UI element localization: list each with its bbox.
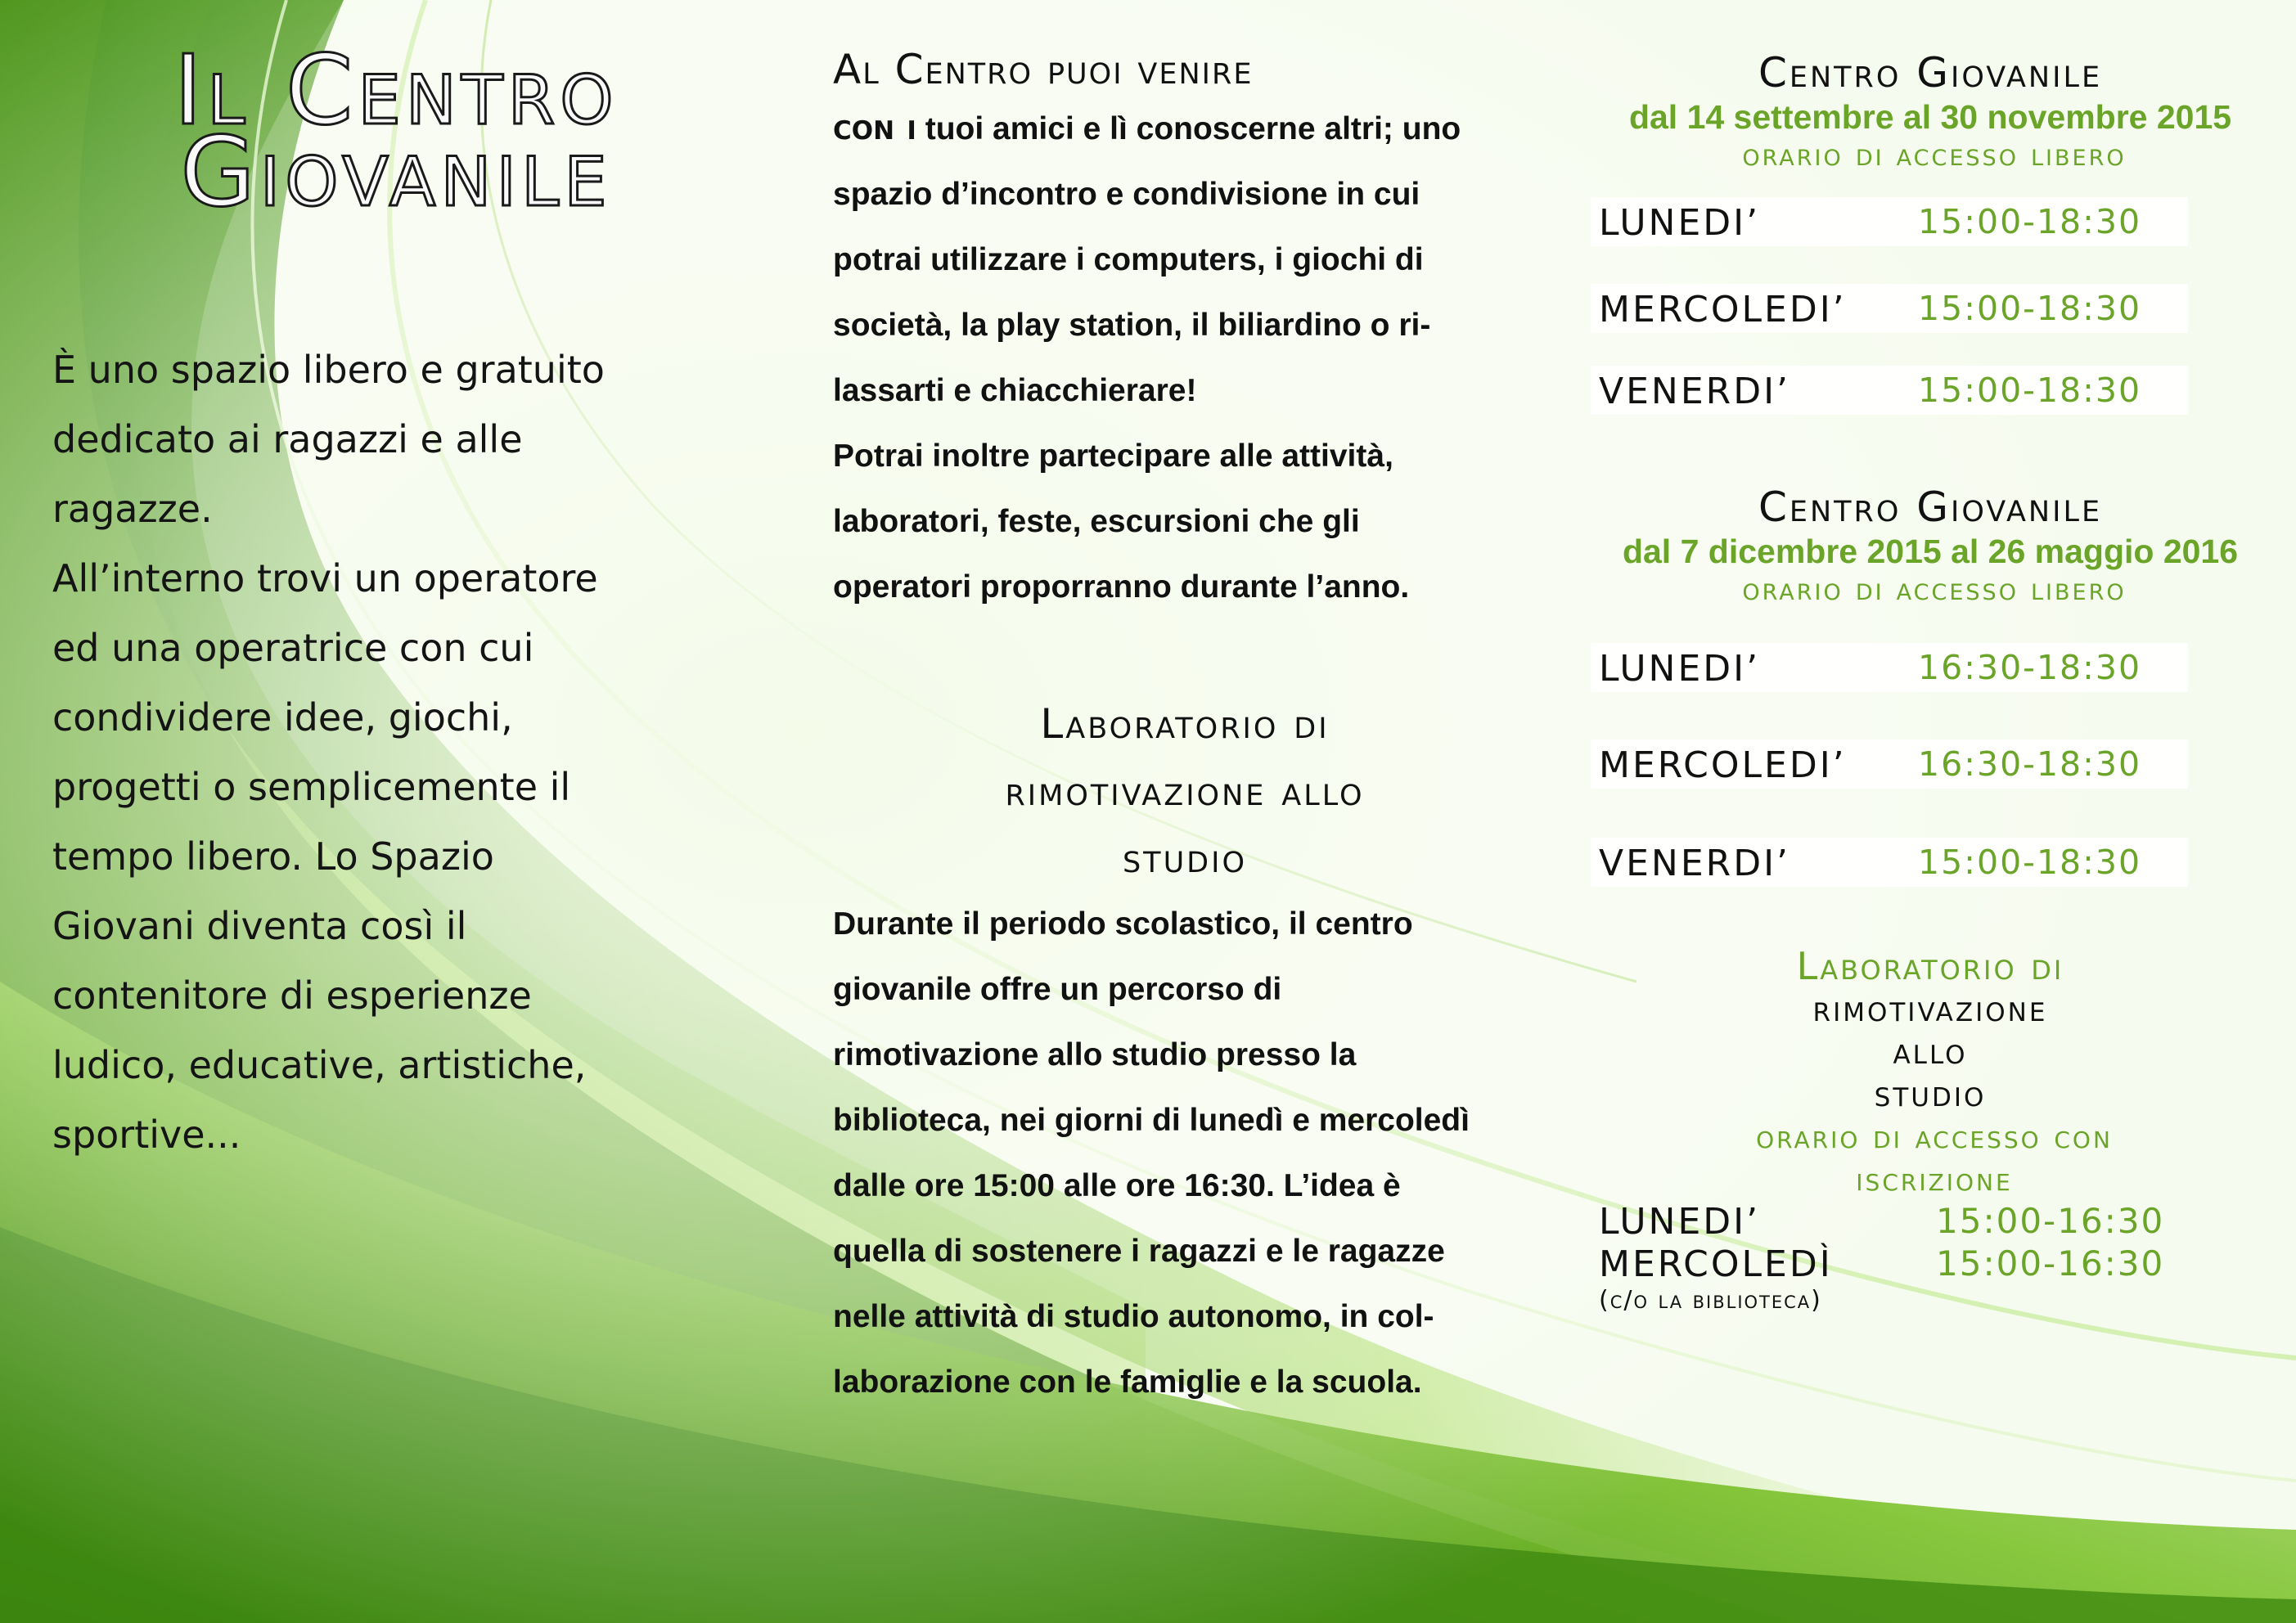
lab-access-line-2: iscrizione [1856, 1161, 2013, 1198]
middle-p1-line-0 [833, 95, 1553, 162]
lab-day: MERCOLEDÌ [1599, 1243, 1833, 1285]
middle-heading: Al Centro puoi venire [833, 46, 1254, 93]
intro-paragraph: È uno spazio libero e gratuito dedicato ai ragazzi e alle ragazze. All’interno trovi un operatore ed una operatrice con cui condividere idee, giochi, progetti o semplicemente il tempo libero. Lo Spazio Giovani diventa così il contenitore di esperienze ludico, educative, artistiche, sportive... [52, 348, 605, 1157]
schedule-1-row-mercoledi [1591, 284, 2188, 333]
lab-access-line-1: orario di accesso con [1756, 1118, 2113, 1156]
schedule-day: MERCOLEDI’ [1599, 289, 1847, 330]
schedule-time: 16:30-18:30 [1918, 744, 2142, 784]
schedule-2-access: orario di accesso libero [1742, 571, 2127, 607]
lab-title-green: Laboratorio di [1796, 944, 2064, 988]
middle-p1-line-1: spazio d’incontro e condivisione in cui [833, 177, 1420, 212]
middle-p2-line-0: Durante il periodo scolastico, il centro [833, 906, 1413, 942]
schedule-1-title: Centro Giovanile [1758, 49, 2103, 97]
schedule-block-1 [1591, 49, 2262, 415]
middle-p1-line-0-text: tuoi amici e lì conoscerne altri; uno [925, 111, 1461, 146]
lab-time: 15:00-16:30 [1936, 1201, 2165, 1241]
middle-column [833, 46, 1553, 1415]
lab-row-mercoledi [1591, 1243, 2229, 1286]
middle-lab-title-line-1: Laboratorio di [1040, 700, 1330, 748]
schedule-day: VENERDI’ [1599, 371, 1791, 412]
schedule-time: 15:00-18:30 [1918, 371, 2142, 410]
lab-title-line-1: rimotivazione [1812, 988, 2048, 1030]
left-column [52, 33, 772, 1170]
middle-paragraph-2 [833, 892, 1553, 1415]
schedule-time: 15:00-18:30 [1918, 202, 2142, 241]
lab-title-line-3: studio [1874, 1073, 1987, 1115]
middle-p1-line-3: società, la play station, il biliardino o ri- [833, 308, 1431, 343]
middle-p2-line-7: laborazione con le famiglie e la scuola. [833, 1364, 1422, 1400]
middle-lab-title-line-2: rimotivazione allo [1005, 767, 1365, 815]
lab-location-note: (c/o la biblioteca) [1599, 1286, 1822, 1315]
lab-schedule-block [1591, 944, 2262, 1315]
middle-p1-line-6: laboratori, feste, escursioni che gli [833, 504, 1360, 539]
schedule-block-2 [1591, 483, 2262, 887]
schedule-2-row-lunedi [1591, 643, 2188, 692]
middle-p1-line-2: potrai utilizzare i computers, i giochi di [833, 242, 1424, 277]
schedule-1-access: orario di accesso libero [1742, 137, 2127, 173]
middle-paragraph-1 [833, 95, 1553, 620]
middle-lab-title [833, 690, 1537, 892]
schedule-day: VENERDI’ [1599, 843, 1791, 884]
middle-p2-line-5: quella di sostenere i ragazzi e le ragazze [833, 1234, 1445, 1269]
middle-p1-line-4: lassarti e chiacchierare! [833, 373, 1197, 408]
middle-p2-line-6: nelle attività di studio autonomo, in col- [833, 1299, 1434, 1334]
middle-p2-line-1: giovanile offre un percorso di [833, 972, 1282, 1007]
main-title-line-2: Giovanile [180, 115, 612, 228]
schedule-time: 15:00-18:30 [1918, 843, 2142, 882]
lab-title-line-2: allo [1893, 1031, 1968, 1072]
schedule-2-row-mercoledi [1591, 740, 2188, 789]
schedule-1-dates: dal 14 settembre al 30 novembre 2015 [1628, 98, 2232, 136]
schedule-1-row-lunedi [1591, 197, 2188, 246]
schedule-day: LUNEDI’ [1599, 648, 1761, 690]
lab-row-lunedi [1591, 1201, 2229, 1243]
middle-p1-lead: con i [833, 106, 916, 148]
middle-lab-title-line-3: studio [1122, 834, 1248, 882]
main-title [110, 34, 682, 228]
middle-p2-line-3: biblioteca, nei giorni di lunedì e mercoledì [833, 1103, 1470, 1138]
schedule-2-row-venerdi [1591, 838, 2188, 887]
main-title-line-1: Il Centro [173, 34, 619, 146]
schedule-time: 16:30-18:30 [1918, 648, 2142, 687]
middle-p2-line-4: dalle ore 15:00 alle ore 16:30. L’idea è [833, 1168, 1401, 1203]
middle-p1-line-7: operatori proporranno durante l’anno. [833, 569, 1410, 605]
schedule-day: MERCOLEDI’ [1599, 744, 1847, 786]
schedule-time: 15:00-18:30 [1918, 289, 2142, 328]
right-column [1591, 49, 2262, 1315]
lab-time: 15:00-16:30 [1936, 1243, 2165, 1284]
schedule-1-row-venerdi [1591, 366, 2188, 415]
lab-day: LUNEDI’ [1599, 1201, 1761, 1243]
middle-p2-line-2: rimotivazione allo studio presso la [833, 1037, 1357, 1072]
schedule-2-dates: dal 7 dicembre 2015 al 26 maggio 2016 [1622, 533, 2239, 570]
schedule-2-title: Centro Giovanile [1758, 483, 2103, 531]
middle-p1-line-5: Potrai inoltre partecipare alle attività, [833, 438, 1393, 474]
schedule-day: LUNEDI’ [1599, 202, 1761, 244]
